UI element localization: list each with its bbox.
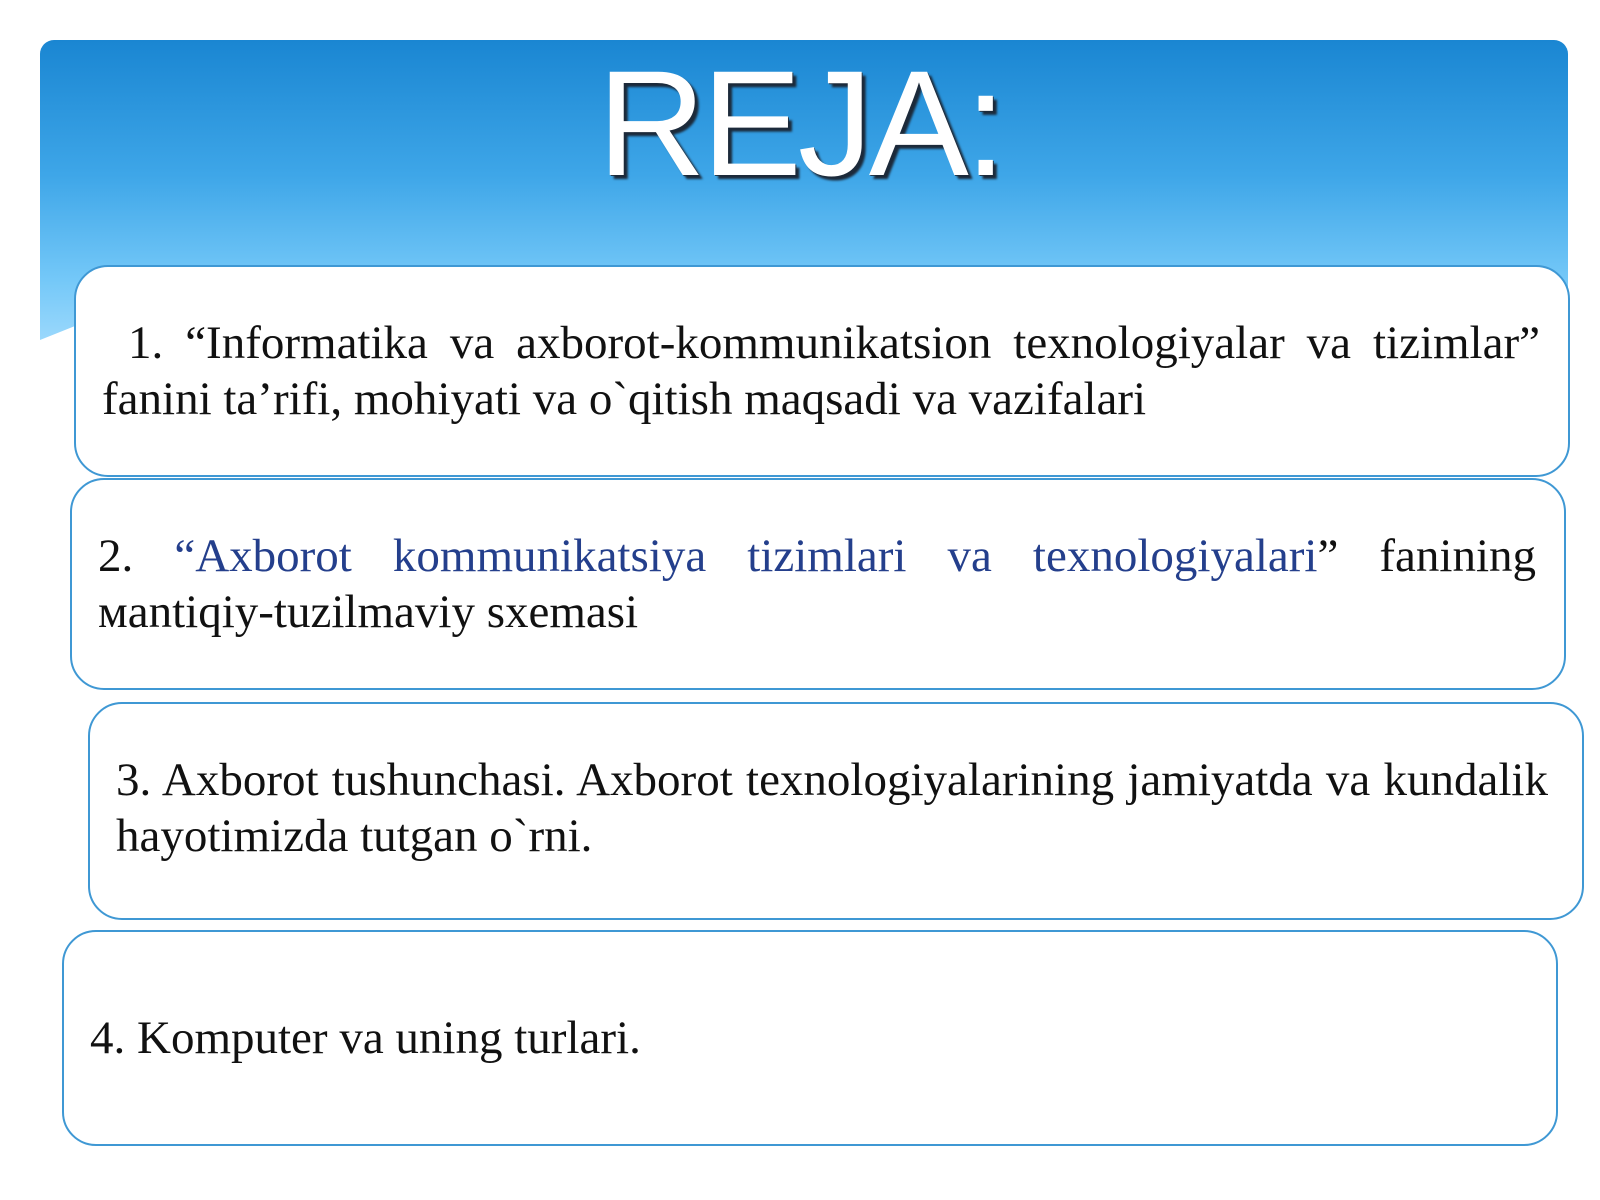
plan-item-1-text: 1. “Informatika va axborot-kommunikatsion texnologiyalar va tizimlar” fanini ta’rifi, mohiyati va o`qitish maqsadi va vazifalari — [102, 317, 1540, 425]
slide-title: REJA: — [597, 39, 1003, 207]
plan-item-2-quote-open: “ — [174, 530, 196, 582]
plan-item-2-text — [98, 528, 1536, 640]
plan-item-2-rest: fanining мantiqiy-tuzilmaviy sxemasi — [98, 530, 1537, 638]
plan-item-1 — [74, 265, 1570, 477]
plan-item-2 — [70, 478, 1566, 690]
plan-item-2-quote-close: ” — [1317, 530, 1339, 582]
plan-item-4-text: 4. Komputer va uning turlari. — [90, 1012, 641, 1064]
plan-item-3 — [88, 702, 1584, 920]
plan-item-3-text: 3. Axborot tushunchasi. Axborot texnologiyalarining jamiyatda va kundalik hayotimizda tutgan o`rni. — [116, 754, 1548, 862]
plan-item-2-number: 2. — [98, 530, 175, 582]
plan-item-2-highlight: Axborot kommunikatsiya tizimlari va texnologiyalari — [195, 530, 1318, 582]
plan-item-4 — [62, 930, 1558, 1146]
